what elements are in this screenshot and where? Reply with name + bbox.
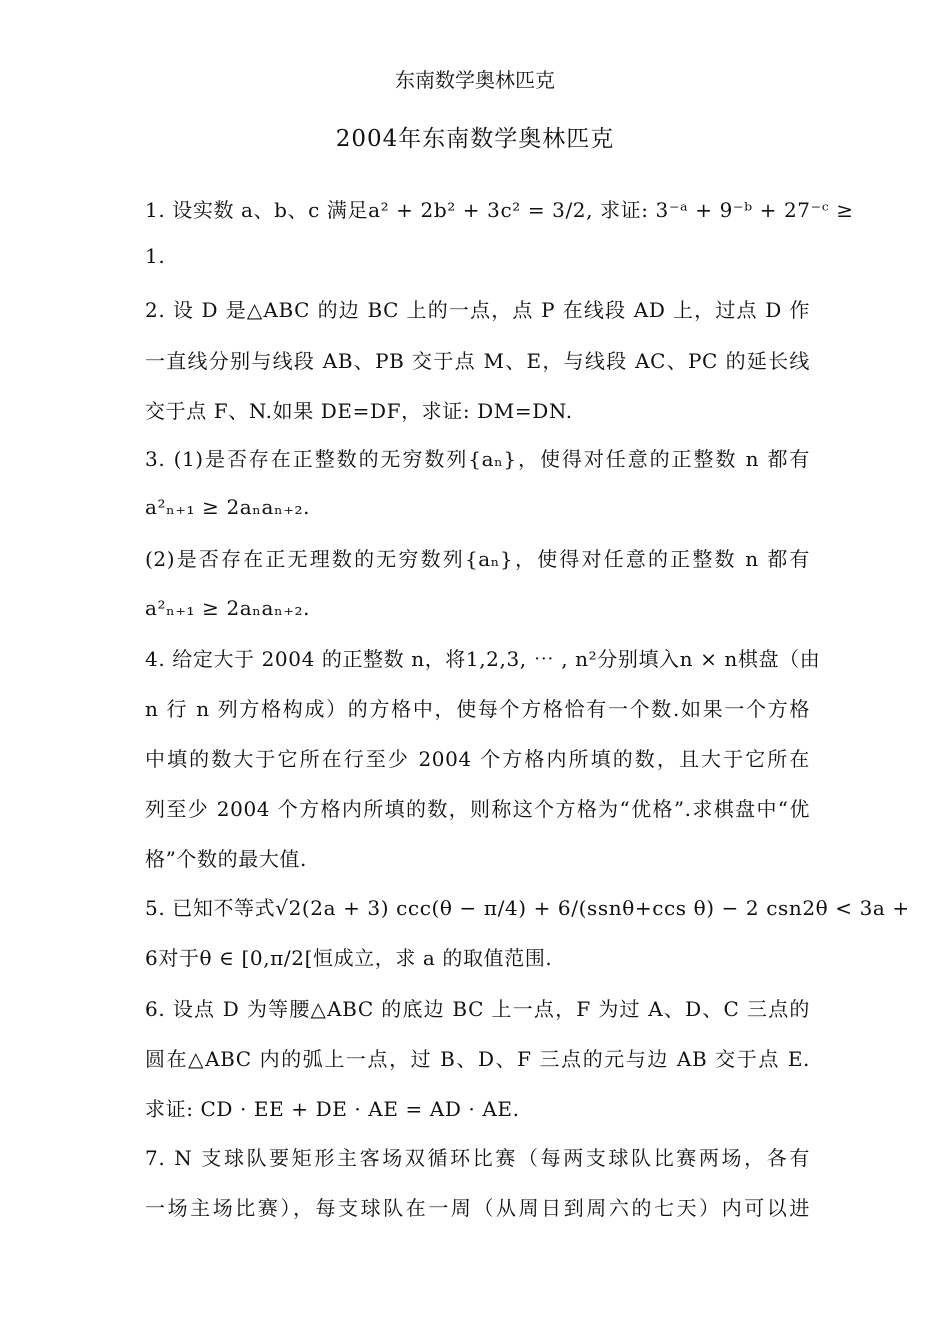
problem-7-line-2: 一场主场比赛），每支球队在一周（从周日到周六的七天）内可以进 bbox=[145, 1196, 810, 1220]
problem-3-line-4: a²ₙ₊₁ ≥ 2aₙaₙ₊₂. bbox=[145, 596, 311, 620]
problem-3-line-2: a²ₙ₊₁ ≥ 2aₙaₙ₊₂. bbox=[145, 495, 311, 519]
problem-2-line-2: 一直线分别与线段 AB、PB 交于点 M、E，与线段 AC、PC 的延长线 bbox=[145, 349, 810, 373]
problem-5-line-2: 6对于θ ∈ [0,π/2[恒成立，求 a 的取值范围. bbox=[145, 946, 553, 970]
problem-5-line-1: 5. 已知不等式√2(2a + 3) ccc(θ − π/4) + 6/(ssnθ+ccs θ) − 2 csn2θ < 3a + bbox=[145, 896, 910, 920]
document-title: 2004年东南数学奥林匹克 bbox=[335, 126, 615, 152]
running-header: 东南数学奥林匹克 bbox=[395, 68, 555, 92]
problem-2-line-1: 2. 设 D 是△ABC 的边 BC 上的一点，点 P 在线段 AD 上，过点 D 作 bbox=[145, 298, 810, 322]
problem-2-line-3: 交于点 F、N.如果 DE=DF，求证: DM=DN. bbox=[145, 399, 573, 423]
problem-6-line-3: 求证: CD · EE + DE · AE = AD · AE. bbox=[145, 1097, 520, 1121]
problem-7-line-1: 7. N 支球队要矩形主客场双循环比赛（每两支球队比赛两场，各有 bbox=[145, 1146, 810, 1170]
problem-3-line-1: 3. (1)是否存在正整数的无穷数列{aₙ}，使得对任意的正整数 n 都有 bbox=[145, 447, 810, 471]
problem-4-line-3: 中填的数大于它所在行至少 2004 个方格内所填的数，且大于它所在 bbox=[145, 747, 810, 771]
problem-1-line-1: 1. 设实数 a、b、c 满足a² + 2b² + 3c² = 3/2, 求证: 3⁻ᵃ + 9⁻ᵇ + 27⁻ᶜ ≥ bbox=[145, 198, 854, 222]
problem-4-line-2: n 行 n 列方格构成）的方格中，使每个方格恰有一个数.如果一个方格 bbox=[145, 697, 810, 721]
problem-3-line-3: (2)是否存在正无理数的无穷数列{aₙ}，使得对任意的正整数 n 都有 bbox=[145, 547, 810, 571]
problem-6-line-1: 6. 设点 D 为等腰△ABC 的底边 BC 上一点，F 为过 A、D、C 三点的 bbox=[145, 997, 810, 1021]
problem-1-line-2: 1. bbox=[145, 244, 166, 268]
problem-4-line-5: 格”个数的最大值. bbox=[145, 847, 307, 871]
problem-4-line-4: 列至少 2004 个方格内所填的数，则称这个方格为“优格”.求棋盘中“优 bbox=[145, 797, 810, 821]
problem-4-line-1: 4. 给定大于 2004 的正整数 n，将1,2,3, ⋯ , n²分别填入n × n棋盘（由 bbox=[145, 647, 821, 671]
problem-6-line-2: 圆在△ABC 内的弧上一点，过 B、D、F 三点的元与边 AB 交于点 E. bbox=[145, 1047, 810, 1071]
